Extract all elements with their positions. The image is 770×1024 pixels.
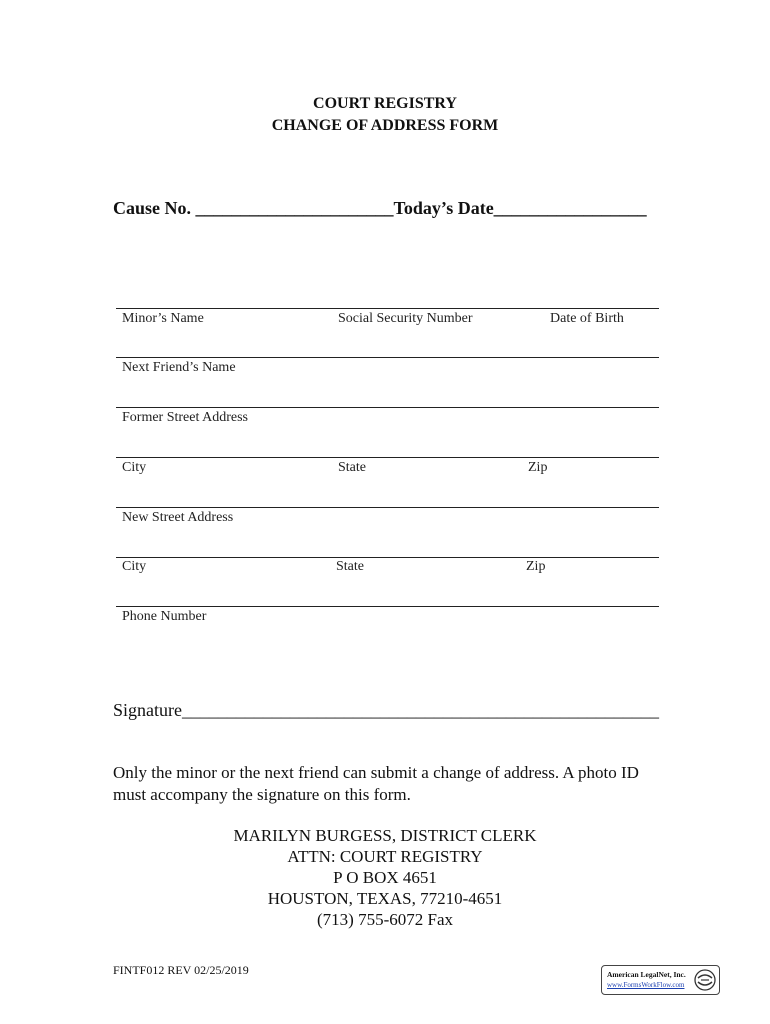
fax-number: (713) 755-6072 Fax (317, 910, 453, 929)
new-street-label: New Street Address (122, 510, 234, 525)
ssn-label: Social Security Number (338, 311, 473, 326)
minor-info-rule[interactable] (116, 308, 659, 309)
signature-line[interactable]: Signature_____________________________________________________ (113, 700, 659, 720)
dob-label: Date of Birth (550, 311, 624, 326)
next-friend-rule[interactable] (116, 357, 659, 358)
po-box: P O BOX 4651 (333, 868, 437, 887)
former-city-label: City (122, 460, 147, 475)
clerk-name: MARILYN BURGESS, DISTRICT CLERK (233, 826, 537, 845)
phone-label: Phone Number (122, 609, 207, 624)
form-subtitle: CHANGE OF ADDRESS FORM (271, 117, 499, 134)
former-street-label: Former Street Address (122, 410, 248, 425)
legalnet-badge[interactable] (601, 965, 720, 995)
minor-name-label: Minor’s Name (122, 311, 204, 326)
next-friend-label: Next Friend’s Name (122, 360, 236, 375)
form-id: FINTF012 REV 02/25/2019 (113, 963, 249, 977)
city-state-zip: HOUSTON, TEXAS, 77210-4651 (267, 889, 503, 908)
new-state-label: State (336, 559, 364, 574)
attn-line: ATTN: COURT REGISTRY (287, 847, 483, 866)
instructions-text: Only the minor or the next friend can submit a change of address. A photo ID must accompany the signature on this form. (113, 763, 639, 804)
legalnet-logo-icon (694, 969, 716, 991)
former-zip-label: Zip (528, 460, 548, 475)
former-state-label: State (338, 460, 366, 475)
phone-rule[interactable] (116, 606, 659, 607)
cause-date-line[interactable]: Cause No. ______________________Today’s Date_________________ (113, 198, 647, 218)
new-street-rule[interactable] (116, 507, 659, 508)
badge-link[interactable]: www.FormsWorkFlow.com (607, 981, 685, 989)
badge-name: American LegalNet, Inc. (607, 970, 686, 979)
new-city-label: City (122, 559, 147, 574)
new-zip-label: Zip (526, 559, 546, 574)
form-title: COURT REGISTRY (313, 95, 457, 112)
former-city-rule[interactable] (116, 457, 659, 458)
new-city-rule[interactable] (116, 557, 659, 558)
former-street-rule[interactable] (116, 407, 659, 408)
